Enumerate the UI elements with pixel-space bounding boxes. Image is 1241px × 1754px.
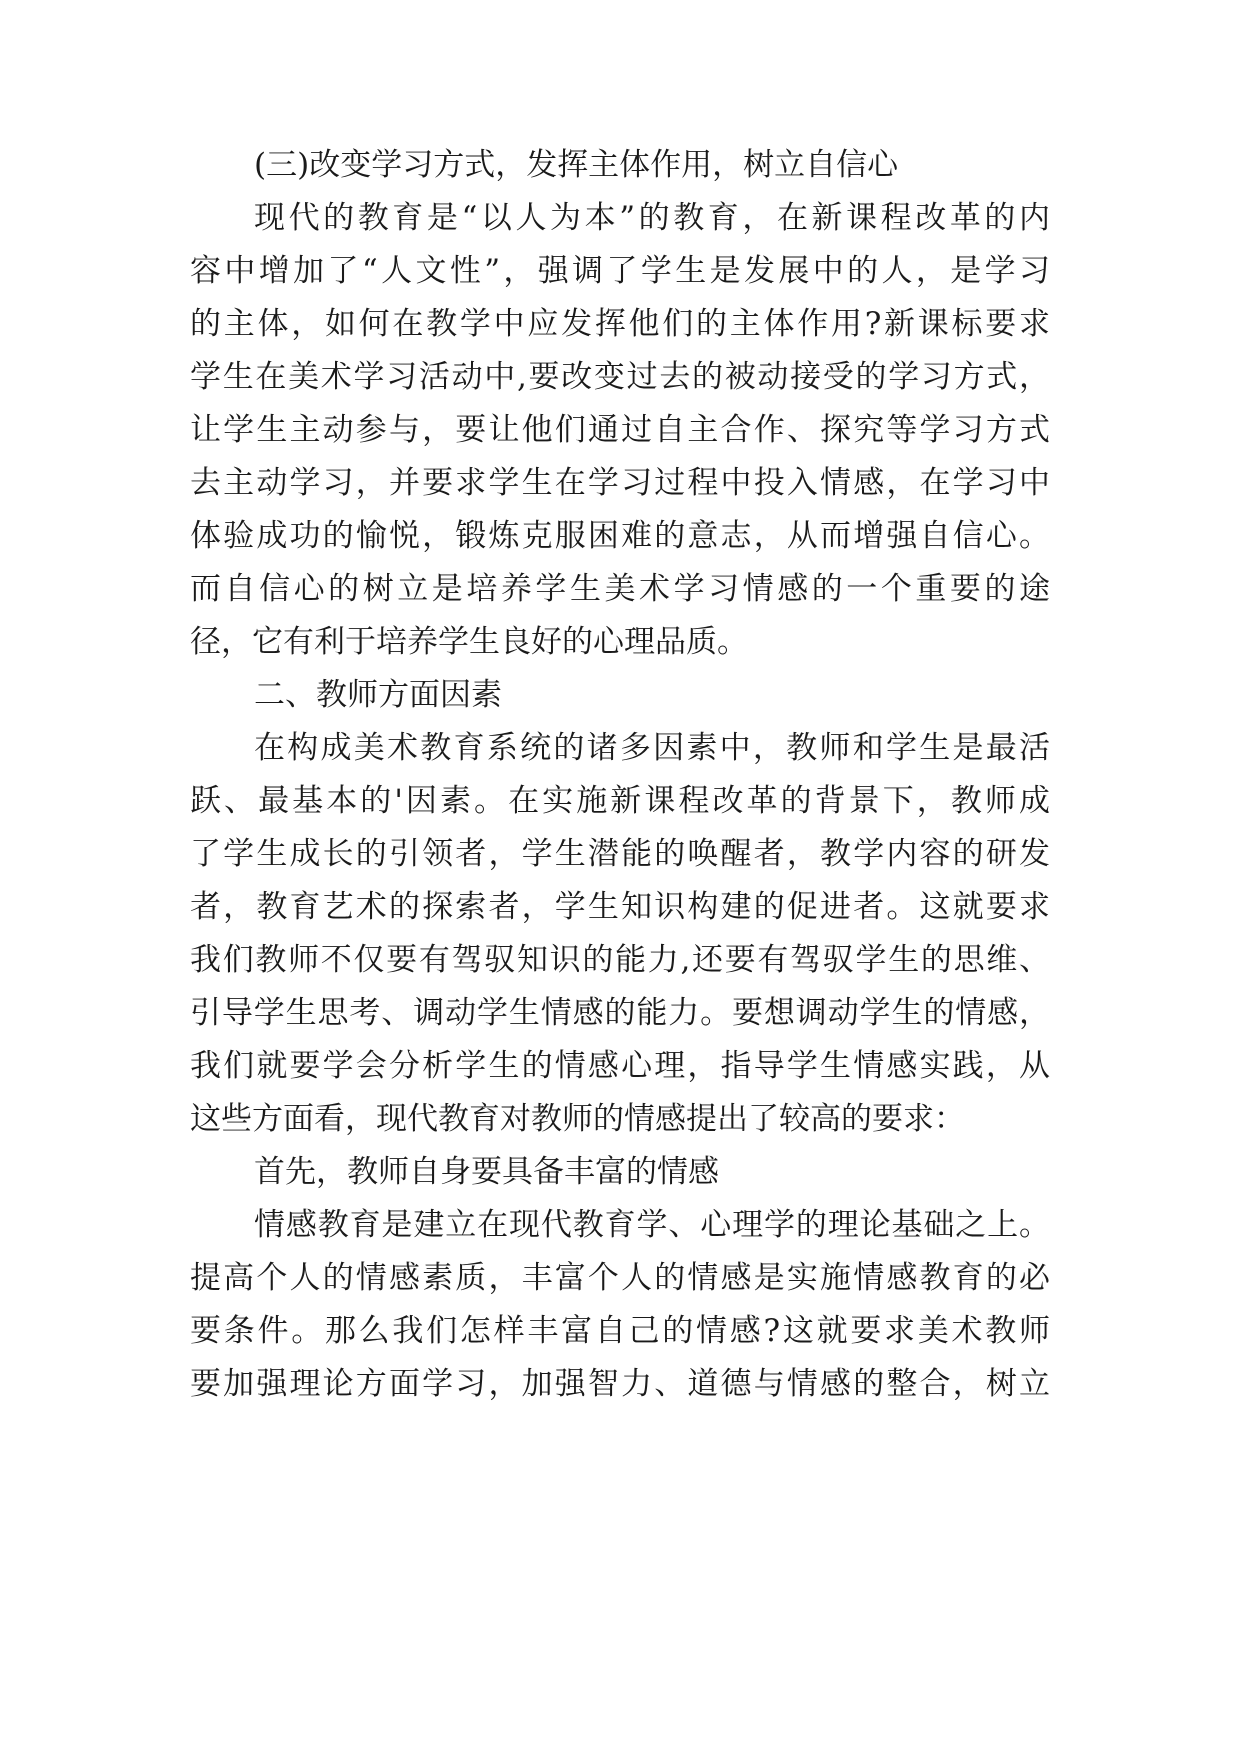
text-line: 要条件。那么我们怎样丰富自己的情感?这就要求美术教师 (190, 1313, 1050, 1349)
text-line: 这些方面看，现代教育对教师的情感提出了较高的要求： (190, 1101, 965, 1137)
text-line: 者，教育艺术的探索者，学生知识构建的促进者。这就要求 (190, 889, 1050, 925)
text-line: 现代的教育是“以人为本”的教育，在新课程改革的内 (254, 200, 1050, 236)
text-line: 径，它有利于培养学生良好的心理品质。 (190, 624, 748, 660)
text-line: 了学生成长的引领者，学生潜能的唤醒者，教学内容的研发 (190, 836, 1050, 872)
text-line: 我们教师不仅要有驾驭知识的能力,还要有驾驭学生的思维、 (190, 942, 1050, 978)
text-line: 而自信心的树立是培养学生美术学习情感的一个重要的途 (190, 571, 1050, 607)
text-line: 我们就要学会分析学生的情感心理，指导学生情感实践，从 (190, 1048, 1050, 1084)
text-line: 要加强理论方面学习，加强智力、道德与情感的整合，树立 (190, 1366, 1050, 1402)
text-line: 容中增加了“人文性”，强调了学生是发展中的人，是学习 (190, 253, 1050, 289)
text-line: 提高个人的情感素质，丰富个人的情感是实施情感教育的必 (190, 1260, 1050, 1296)
text-line: 去主动学习，并要求学生在学习过程中投入情感，在学习中 (190, 465, 1050, 501)
text-line: 情感教育是建立在现代教育学、心理学的理论基础之上。 (254, 1207, 1050, 1243)
text-line: 学生在美术学习活动中,要改变过去的被动接受的学习方式， (190, 359, 1050, 395)
section-heading: 二、教师方面因素 (254, 677, 502, 713)
text-line: 体验成功的愉悦，锻炼克服困难的意志，从而增强自信心。 (190, 518, 1050, 554)
text-line: 在构成美术教育系统的诸多因素中，教师和学生是最活 (254, 730, 1050, 766)
text-line: 的主体，如何在教学中应发挥他们的主体作用?新课标要求 (190, 306, 1050, 342)
text-line: 跃、最基本的'因素。在实施新课程改革的背景下，教师成 (190, 783, 1050, 819)
section-heading: (三)改变学习方式，发挥主体作用，树立自信心 (254, 147, 899, 183)
text-line: 让学生主动参与，要让他们通过自主合作、探究等学习方式 (190, 412, 1050, 448)
text-line: 引导学生思考、调动学生情感的能力。要想调动学生的情感， (190, 995, 1050, 1031)
section-heading: 首先，教师自身要具备丰富的情感 (254, 1154, 719, 1190)
